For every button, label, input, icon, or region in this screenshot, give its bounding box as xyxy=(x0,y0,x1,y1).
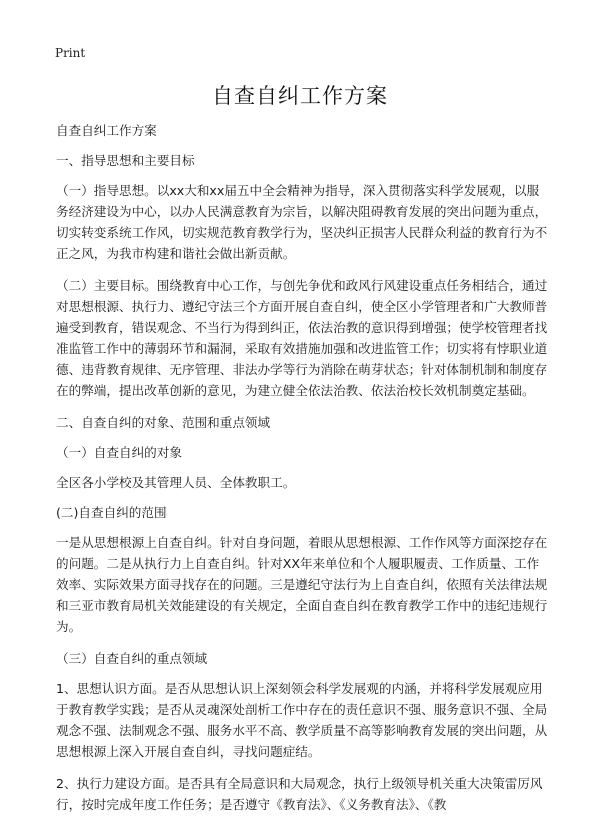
paragraph-scope: 一是从思想根源上自查自纠。针对自身问题，着眼从思想根源、工作作风等方面深挖存在的问题。二是从执行力上自查自纠。针对XX年来单位和个人履职履责、工作质量、工作效率、实际效果方面寻找存在的问题。三是遵纪守法行为上自查自纠，依照有关法律法规和三亚市教育局机关效能建设的有关规定，全面自查自纠在教育教学工作中的违纪违规行为。 xyxy=(56,535,548,634)
paragraph-main-goals: （二）主要目标。围绕教育中心工作，与创先争优和政风行风建设重点任务相结合，通过对思想根源、执行力、遵纪守法三个方面开展自查自纠，使全区小学管理者和广大教师普遍受到教育，错误观念、不当行为得到纠正，依法治教的意识得到增强；使学校管理者找准监管工作中的薄弱环节和漏洞，采取有效措施加强和改进监管工作；切实将有悖职业道德、违背教育规律、无序管理、非法办学等行为消除在萌芽状态；针对体制机制和制度存在的弊端，提出改革创新的意见，为建立健全依法治教、依法治校长效机制奠定基础。 xyxy=(56,278,548,398)
subheading-key-areas: （三）自查自纠的重点领域 xyxy=(56,651,208,666)
subheading-targets: （一）自查自纠的对象 xyxy=(56,445,182,460)
document-body xyxy=(56,120,548,826)
paragraph-execution: 2、执行力建设方面。是否具有全局意识和大局观念，执行上级领导机关重大决策雷厉风行，按时完成年度工作任务；是否遵守《教育法》、《义务教育法》、《教 xyxy=(56,776,543,812)
document-title: 自查自纠工作方案 xyxy=(212,84,388,108)
doc-subtitle: 自查自纠工作方案 xyxy=(56,123,157,138)
paragraph-targets: 全区各小学校及其管理人员、全体教职工。 xyxy=(56,475,296,490)
paragraph-guiding-ideology: （一）指导思想。以xx大和xx届五中全会精神为指导，深入贯彻落实科学发展观，以服务经济建设为中心，以办人民满意教育为宗旨，以解决阻碍教育发展的突出问题为重点，切实转变系统工作风，切实规范教育教学行为，坚决纠正损害人民群众利益的教育行为不正之风，为我市构建和谐社会做出新贡献。 xyxy=(56,183,548,261)
paragraph-ideological-awareness: 1、思想认识方面。是否从思想认识上深刻领会科学发展观的内涵，并将科学发展观应用于教育教学实践；是否从灵魂深处剖析工作中存在的责任意识不强、服务意识不强、全局观念不强、法制观念不强、服务水平不高、教学质量不高等影响教育发展的突出问题，从思想根源上深入开展自查自纠，寻找问题症结。 xyxy=(56,681,548,759)
subheading-scope: (二)自查自纠的范围 xyxy=(56,505,167,520)
print-link[interactable]: Print xyxy=(55,46,86,60)
section-heading-2: 二、自查自纠的对象、范围和重点领域 xyxy=(56,415,271,430)
section-heading-1: 一、指导思想和主要目标 xyxy=(56,153,195,168)
